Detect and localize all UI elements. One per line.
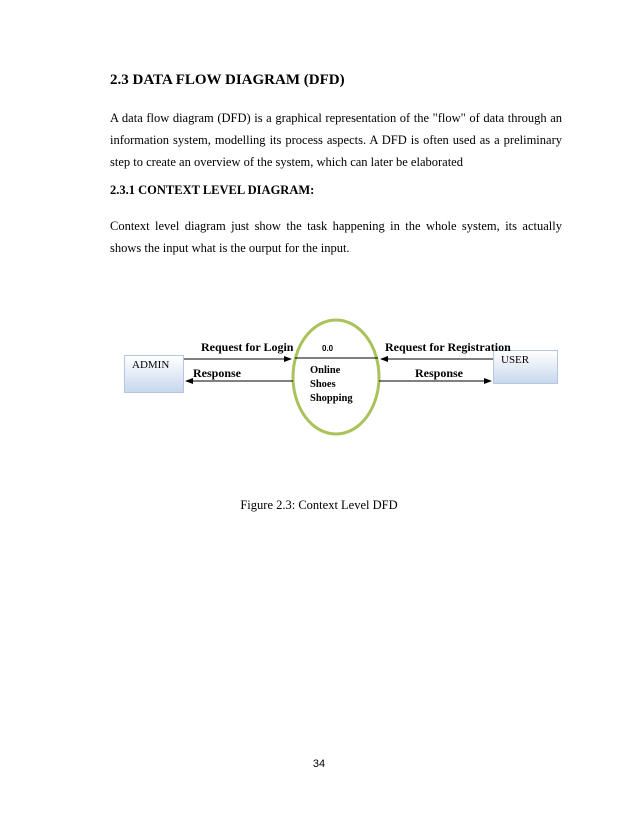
flow-label-response-left: Response xyxy=(193,366,242,380)
subsection-paragraph: Context level diagram just show the task happening in the whole system, its actually shows the input what is the ourput for the input. xyxy=(110,219,562,255)
flow-label-request-registration: Request for Registration xyxy=(385,340,511,354)
figure-caption: Figure 2.3: Context Level DFD xyxy=(240,498,398,512)
entity-admin-label: ADMIN xyxy=(132,359,170,371)
process-id: 0.0 xyxy=(322,344,334,353)
entity-admin xyxy=(124,355,184,393)
process-name-line: Shopping xyxy=(310,393,353,404)
page-number: 34 xyxy=(312,758,326,770)
flow-label-request-login: Request for Login xyxy=(201,340,294,354)
process-name xyxy=(310,364,353,406)
section-paragraph: A data flow diagram (DFD) is a graphical representation of the "flow" of data through an information system, modelling its process aspects. A DFD is often used as a preliminary step to create an overview of the system, which can later be elaborated xyxy=(110,111,562,169)
flow-label-response-right: Response xyxy=(415,366,464,380)
process-name-line: Online xyxy=(310,365,341,376)
subsection-heading: 2.3.1 CONTEXT LEVEL DIAGRAM: xyxy=(110,183,315,197)
entity-user xyxy=(493,350,558,384)
entity-user-label: USER xyxy=(501,354,530,366)
process-name-line: Shoes xyxy=(310,379,336,390)
context-level-diagram xyxy=(110,310,570,450)
section-heading: 2.3 DATA FLOW DIAGRAM (DFD) xyxy=(110,72,345,88)
